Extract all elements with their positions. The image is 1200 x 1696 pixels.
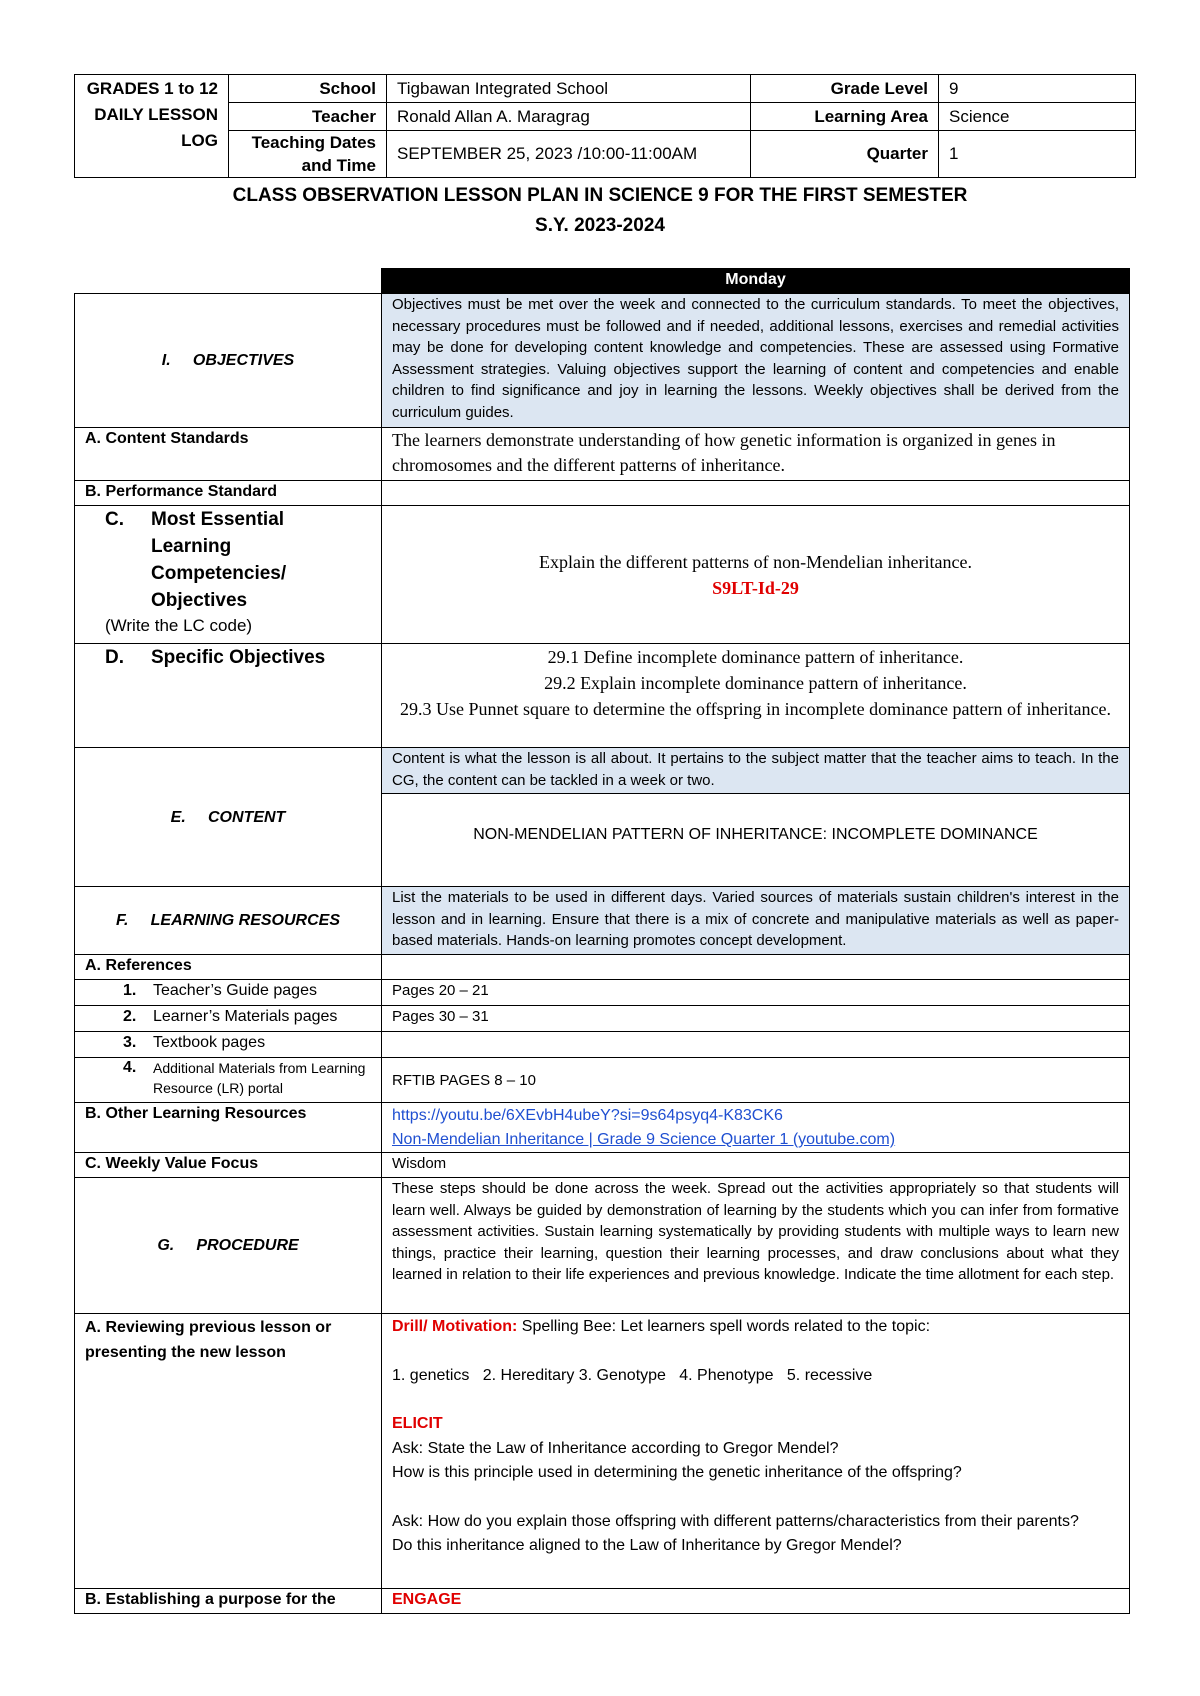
question-4: Do this inheritance aligned to the Law of Inheritance by Gregor Mendel? xyxy=(392,1537,902,1554)
melc-cell xyxy=(75,506,382,644)
grade-level-label: Grade Level xyxy=(751,75,939,103)
melc-num: C. xyxy=(105,509,124,530)
other-resources-links xyxy=(382,1103,1130,1153)
header-table xyxy=(74,74,1136,178)
procedure-note: These steps should be done across the week. Spread out the activities appropriately so that students will learn well. Always be guided by demonstration of learning by the students which you can infer from formative assessment activities. Sustain learning systematically by providing students with multiple ways to learn new things, practice their learning, question their learning processes, and draw conclusions about what they learned in relation to their life experiences and previous knowledge. Indicate the time allotment for each step. xyxy=(382,1178,1130,1314)
question-2: How is this principle used in determining the genetic inheritance of the offspring? xyxy=(392,1464,962,1481)
tg-label: Teacher’s Guide pages xyxy=(153,982,317,999)
dates-label: Teaching Dates and Time xyxy=(229,131,387,178)
value-focus-label: C. Weekly Value Focus xyxy=(75,1153,382,1178)
performance-standard-label: B. Performance Standard xyxy=(75,481,382,506)
quarter-label: Quarter xyxy=(751,131,939,178)
value-focus-value: Wisdom xyxy=(382,1153,1130,1178)
lesson-plan-table xyxy=(74,268,1130,1614)
review-content xyxy=(382,1314,1130,1589)
am-num: 4. xyxy=(123,1059,137,1076)
melc-value: Explain the different patterns of non-Mendelian inheritance. xyxy=(538,551,972,572)
melc-value-cell xyxy=(382,506,1130,644)
teacher-value: Ronald Allan A. Maragrag xyxy=(387,103,751,131)
school-value: Tigbawan Integrated School xyxy=(387,75,751,103)
references-label: A. References xyxy=(75,955,382,980)
quarter-value: 1 xyxy=(939,131,1136,178)
engage-heading: ENGAGE xyxy=(382,1589,1130,1614)
question-3: Ask: How do you explain those offspring with different patterns/characteristics from their parents? xyxy=(392,1512,1079,1530)
spelling-words: 1. genetics 2. Hereditary 3. Genotype 4. Phenotype 5. recessive xyxy=(392,1366,873,1384)
grade-level-value: 9 xyxy=(939,75,1136,103)
other-resources-label: B. Other Learning Resources xyxy=(75,1103,382,1153)
objectives-label: I. OBJECTIVES xyxy=(75,294,382,428)
log-label: GRADES 1 to 12 DAILY LESSON LOG xyxy=(75,75,229,178)
specific-item: 29.2 Explain incomplete dominance pattern of inheritance. xyxy=(544,673,967,693)
lm-cell xyxy=(75,1006,382,1032)
am-value: RFTIB PAGES 8 – 10 xyxy=(382,1058,1130,1103)
content-note: Content is what the lesson is all about. It pertains to the subject matter that the teacher aims to teach. In the CG, the content can be tackled in a week or two. xyxy=(382,748,1130,794)
review-label: A. Reviewing previous lesson or presenting the new lesson xyxy=(75,1314,382,1589)
video-link[interactable]: https://youtu.be/6XEvbH4ubeY?si=9s64psyq4-K83CK6 xyxy=(392,1107,783,1124)
performance-standard-value xyxy=(382,481,1130,506)
page-title: CLASS OBSERVATION LESSON PLAN IN SCIENCE 9 FOR THE FIRST SEMESTER xyxy=(232,185,968,206)
specific-num: D. xyxy=(105,647,124,668)
tg-cell xyxy=(75,980,382,1006)
tg-num: 1. xyxy=(123,982,137,999)
teacher-label: Teacher xyxy=(229,103,387,131)
am-label: Additional Materials from Learning Resource (LR) portal xyxy=(153,1060,366,1096)
tb-num: 3. xyxy=(123,1034,137,1051)
lm-label: Learner’s Materials pages xyxy=(153,1008,338,1025)
lm-value: Pages 30 – 31 xyxy=(382,1006,1130,1032)
content-label: E. CONTENT xyxy=(75,748,382,887)
specific-item: 29.1 Define incomplete dominance pattern of inheritance. xyxy=(547,647,964,667)
resources-note: List the materials to be used in different days. Varied sources of materials sustain children's interest in the lesson and in learning. Ensure that there is a mix of concrete and manipulative materials as well as paper-based materials. Hands-on learning promotes concept development. xyxy=(382,887,1130,955)
purpose-label: B. Establishing a purpose for the xyxy=(75,1589,382,1614)
specific-item: 29.3 Use Punnet square to determine the offspring in incomplete dominance pattern of inheritance. xyxy=(400,699,1111,719)
tg-value: Pages 20 – 21 xyxy=(382,980,1130,1006)
resources-label: F. LEARNING RESOURCES xyxy=(75,887,382,955)
day-header: Monday xyxy=(382,269,1130,294)
tb-value xyxy=(382,1032,1130,1058)
specific-items xyxy=(382,644,1130,748)
school-year: S.Y. 2023-2024 xyxy=(535,215,665,236)
school-label: School xyxy=(229,75,387,103)
specific-label: Specific Objectives xyxy=(151,647,326,668)
video-title-link[interactable]: Non-Mendelian Inheritance | Grade 9 Science Quarter 1 (youtube.com) xyxy=(392,1131,896,1148)
melc-sub: (Write the LC code) xyxy=(105,616,253,635)
specific-cell xyxy=(75,644,382,748)
drill-text: Spelling Bee: Let learners spell words related to the topic: xyxy=(517,1318,931,1335)
elicit-heading: ELICIT xyxy=(392,1415,443,1432)
procedure-label: G. PROCEDURE xyxy=(75,1178,382,1314)
tb-cell xyxy=(75,1032,382,1058)
am-cell xyxy=(75,1058,382,1103)
lm-num: 2. xyxy=(123,1008,137,1025)
content-value: NON-MENDELIAN PATTERN OF INHERITANCE: INCOMPLETE DOMINANCE xyxy=(382,794,1130,887)
dates-value: SEPTEMBER 25, 2023 /10:00-11:00AM xyxy=(387,131,751,178)
objectives-note: Objectives must be met over the week and connected to the curriculum standards. To meet the objectives, necessary procedures must be followed and if needed, additional lessons, exercises and remedial activities may be done for developing content knowledge and competencies. These are assessed using Formative Assessment strategies. Valuing objectives support the learning of content and competencies and enable children to find significance and joy in learning the lessons. Weekly objectives shall be derived from the curriculum guides. xyxy=(382,294,1130,428)
tb-label: Textbook pages xyxy=(153,1034,266,1051)
content-standards-label: A. Content Standards xyxy=(75,428,382,481)
melc-code: S9LT-Id-29 xyxy=(712,577,799,598)
learning-area-value: Science xyxy=(939,103,1136,131)
learning-area-label: Learning Area xyxy=(751,103,939,131)
melc-label: Most Essential Learning Competencies/ Objectives xyxy=(151,509,287,611)
content-standards-value: The learners demonstrate understanding of how genetic information is organized in genes in chromosomes and the different patterns of inheritance. xyxy=(382,428,1130,481)
question-1: Ask: State the Law of Inheritance according to Gregor Mendel? xyxy=(392,1439,839,1457)
drill-label: Drill/ Motivation: xyxy=(392,1318,518,1335)
